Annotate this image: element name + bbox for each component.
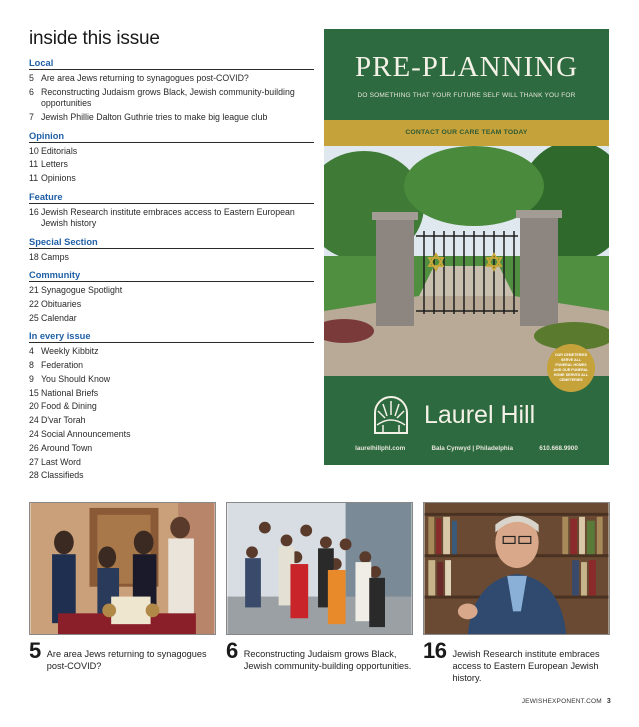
section-heading: Opinion: [29, 131, 314, 143]
story-photo-researcher-bookshelf: [423, 502, 610, 635]
laurel-hill-logo-icon: [373, 395, 409, 435]
story-page-number: 6: [226, 638, 238, 663]
toc-item-text: Obituaries: [41, 298, 82, 309]
toc-page-number: 27: [29, 456, 39, 467]
toc-page-number: 15: [29, 387, 39, 398]
footer-site[interactable]: JEWISHEXPONENT.COM: [521, 698, 602, 705]
ad-contact-row: [324, 445, 609, 452]
story-card[interactable]: [226, 502, 413, 672]
ad-phone: 610.668.9900: [539, 445, 578, 452]
toc-item[interactable]: [29, 388, 314, 400]
ad-cta-bar: [324, 120, 609, 146]
toc-item-text: Are area Jews returning to synagogues post-COVID?: [41, 73, 249, 83]
section-heading: Feature: [29, 192, 314, 204]
section-heading: In every issue: [29, 331, 314, 343]
page-footer: [522, 698, 611, 705]
section-every-issue: [29, 331, 314, 482]
story-page-number: 5: [29, 638, 41, 663]
toc-item[interactable]: [29, 374, 314, 386]
toc-item-text: Editorials: [41, 145, 78, 156]
toc-item[interactable]: [29, 87, 314, 110]
table-of-contents: [29, 58, 314, 484]
toc-item[interactable]: [29, 299, 314, 311]
toc-item-text: Federation: [41, 360, 84, 371]
toc-item-text: Around Town: [41, 442, 93, 453]
toc-page-number: 7: [29, 112, 34, 123]
toc-page-number: 20: [29, 401, 39, 412]
section-heading: Community: [29, 270, 314, 282]
ad-subhead: DO SOMETHING THAT YOUR FUTURE SELF WILL THANK YOU FOR: [357, 92, 576, 99]
toc-item[interactable]: [29, 346, 314, 358]
story-caption: Are area Jews returning to synagogues post-COVID?: [46, 649, 207, 671]
toc-item[interactable]: [29, 360, 314, 372]
footer-page-number: 3: [606, 698, 611, 705]
story-photo-community-group: [226, 502, 413, 635]
ad-locations: Bala Cynwyd | Philadelphia: [431, 445, 514, 452]
section-feature: [29, 192, 314, 230]
toc-page-number: 8: [29, 360, 34, 371]
toc-page-number: 9: [29, 373, 34, 384]
toc-page-number: 26: [29, 442, 39, 453]
section-community: [29, 270, 314, 324]
ad-cta: CONTACT OUR CARE TEAM TODAY: [405, 129, 528, 136]
laurel-hill-advertisement[interactable]: [324, 29, 609, 465]
toc-item-text: Classifieds: [41, 470, 84, 481]
toc-page-number: 24: [29, 415, 39, 426]
toc-page-number: 11: [29, 173, 39, 184]
story-caption: Jewish Research institute embraces access to Eastern European Jewish history.: [452, 649, 600, 683]
toc-item-text: Letters: [41, 159, 68, 170]
toc-page-number: 18: [29, 251, 39, 262]
toc-item[interactable]: [29, 415, 314, 427]
toc-item-text: Camps: [41, 251, 69, 262]
toc-item[interactable]: [29, 285, 314, 297]
toc-page-number: 24: [29, 429, 39, 440]
story-photo-torah-families: [29, 502, 216, 635]
toc-page-number: 11: [29, 159, 39, 170]
ad-headline: PRE-PLANNING: [354, 51, 579, 83]
story-caption: Reconstructing Judaism grows Black, Jewish community-building opportunities.: [243, 649, 412, 671]
toc-item[interactable]: [29, 146, 314, 158]
section-opinion: [29, 131, 314, 185]
toc-item-text: Synagogue Spotlight: [41, 285, 123, 296]
section-special: [29, 237, 314, 264]
toc-item-text: Food & Dining: [41, 401, 97, 412]
toc-page-number: 21: [29, 285, 39, 296]
toc-page-number: 16: [29, 206, 39, 217]
toc-item[interactable]: [29, 401, 314, 413]
toc-item-text: Last Word: [41, 456, 81, 467]
section-heading: Special Section: [29, 237, 314, 249]
toc-item-text: Reconstructing Judaism grows Black, Jewish community-building opportunities: [41, 86, 295, 109]
toc-page-number: 6: [29, 86, 34, 97]
toc-item-text: Calendar: [41, 312, 77, 323]
toc-item[interactable]: [29, 112, 314, 124]
section-heading: Local: [29, 58, 314, 70]
toc-item-text: Opinions: [41, 173, 76, 184]
toc-item[interactable]: [29, 470, 314, 482]
toc-page-number: 28: [29, 470, 39, 481]
section-local: [29, 58, 314, 124]
toc-item-text: You Should Know: [41, 373, 111, 384]
toc-item-text: Jewish Research institute embraces access to Eastern European Jewish history: [41, 206, 295, 229]
ad-brand: Laurel Hill: [424, 401, 536, 429]
story-card[interactable]: [423, 502, 610, 684]
toc-page-number: 4: [29, 346, 34, 357]
toc-item[interactable]: [29, 73, 314, 85]
toc-item[interactable]: [29, 207, 314, 230]
toc-page-number: 22: [29, 298, 39, 309]
toc-page-number: 5: [29, 73, 34, 83]
cemetery-gate-photo: [324, 146, 609, 376]
toc-item-text: Weekly Kibbitz: [41, 346, 99, 357]
toc-item-text: Jewish Phillie Dalton Guthrie tries to make big league club: [41, 112, 268, 123]
toc-item[interactable]: [29, 159, 314, 171]
toc-item[interactable]: [29, 313, 314, 325]
ad-badge: OUR CEMETERIES SERVE ALL FUNERAL HOMES AND OUR FUNERAL HOME SERVES ALL CEMETERIES: [547, 344, 595, 392]
ad-website[interactable]: laurelhillphl.com: [355, 445, 406, 452]
toc-item[interactable]: [29, 443, 314, 455]
toc-page-number: 10: [29, 145, 39, 156]
toc-item-text: National Briefs: [41, 387, 99, 398]
toc-item[interactable]: [29, 252, 314, 264]
story-page-number: 16: [423, 638, 447, 663]
toc-item-text: Social Announcements: [41, 429, 131, 440]
story-card[interactable]: [29, 502, 216, 672]
toc-item[interactable]: [29, 457, 314, 469]
toc-page-number: 25: [29, 312, 39, 323]
toc-item[interactable]: [29, 429, 314, 441]
toc-item-text: D'var Torah: [41, 415, 86, 426]
toc-item[interactable]: [29, 173, 314, 185]
page-title: inside this issue: [29, 28, 160, 49]
